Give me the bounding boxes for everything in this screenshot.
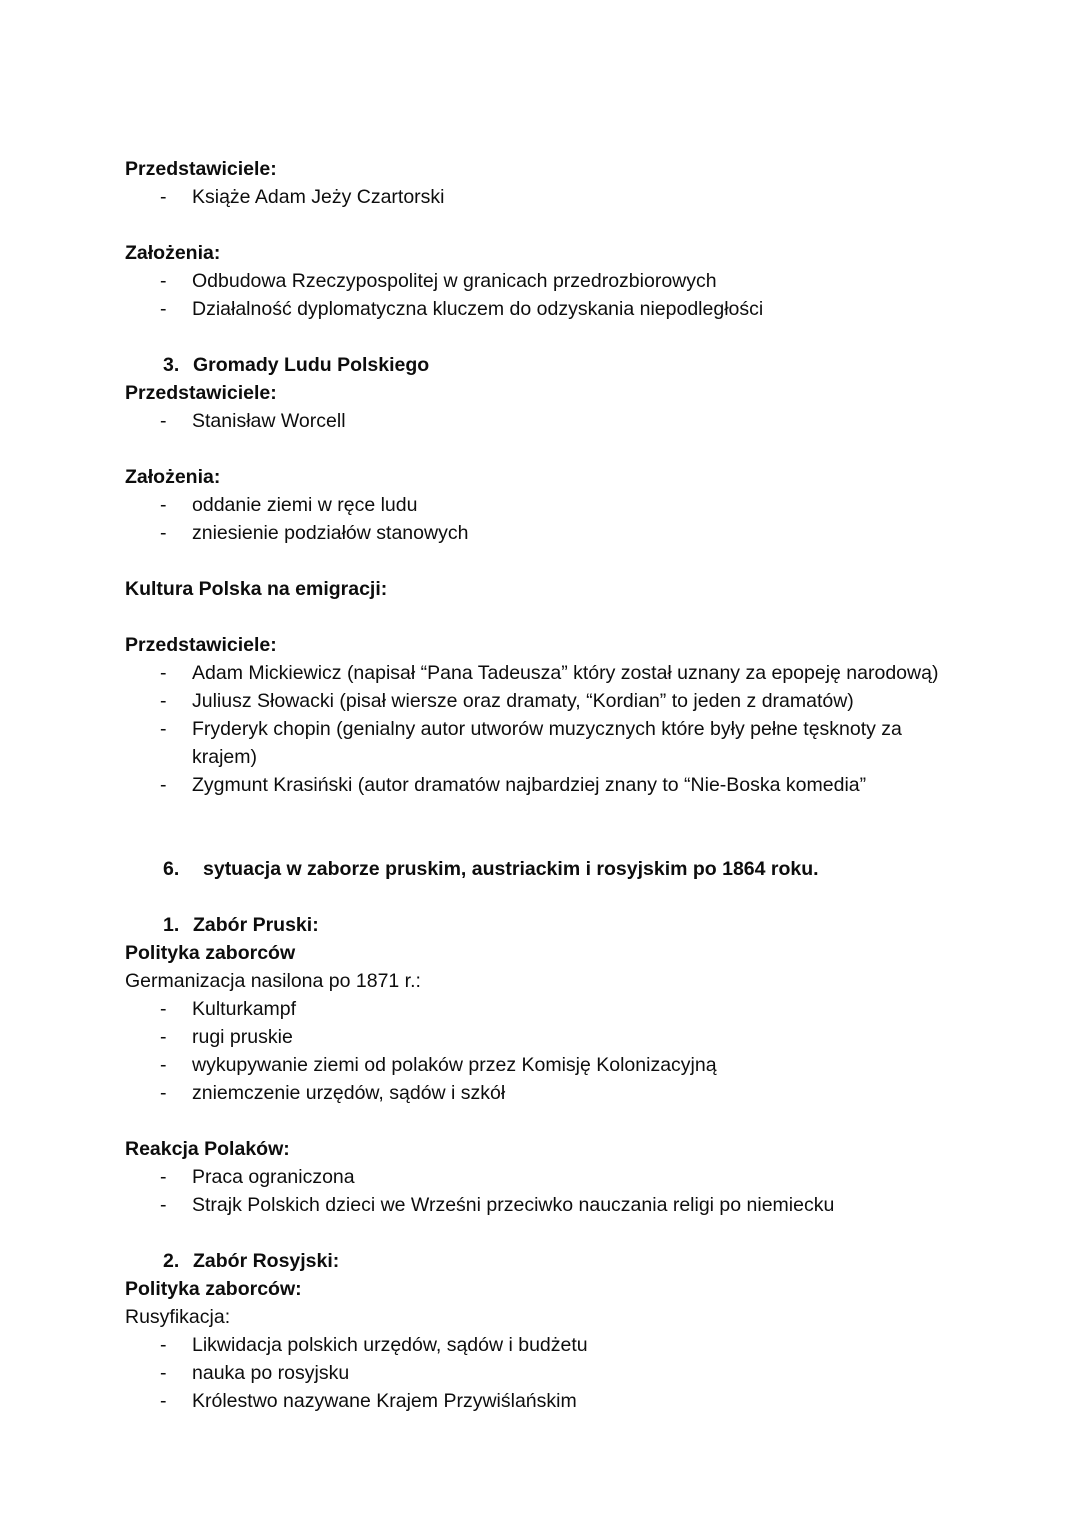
bullet-kulturkampf [125, 995, 957, 1023]
dash-bullet-icon: - [160, 718, 167, 740]
dash-bullet-icon: - [160, 1194, 167, 1216]
line-spacer [125, 1107, 957, 1135]
numitem-sytuacja-w-zaborze [125, 855, 957, 883]
bullet-czartorski [125, 183, 957, 211]
line-spacer [125, 603, 957, 631]
bullet-oddanie-ziemi [125, 491, 957, 519]
dash-bullet-icon: - [160, 998, 167, 1020]
heading-przedstawiciele-1: Przedstawiciele: [125, 158, 277, 180]
dash-bullet-icon: - [160, 1054, 167, 1076]
heading-zalozenia-1: Założenia: [125, 242, 221, 264]
text-rusyfikacja: Rusyfikacja: [125, 1306, 231, 1328]
bullet-slowacki [125, 687, 957, 715]
heading-polityka-zaborcow-2: Polityka zaborców: [125, 1278, 302, 1300]
bullet-strajk-wrzesnia [125, 1191, 957, 1219]
heading-polityka-zaborcow-1: Polityka zaborców [125, 942, 296, 964]
bullet-worcell [125, 407, 957, 435]
list-item-text: Odbudowa Rzeczypospolitej w granicach przedrozbiorowych [192, 270, 717, 292]
document-body [125, 155, 957, 1415]
list-item-text: Książe Adam Jeży Czartorski [192, 186, 445, 208]
bullet-praca-ograniczona [125, 1163, 957, 1191]
dash-bullet-icon: - [160, 410, 167, 432]
list-item-text: Kulturkampf [192, 998, 297, 1020]
bullet-dzialalnosc [125, 295, 957, 323]
dash-bullet-icon: - [160, 1362, 167, 1384]
bullet-chopin [125, 715, 957, 771]
bullet-rugi-pruskie [125, 1023, 957, 1051]
dash-bullet-icon: - [160, 270, 167, 292]
bullet-nauka-po-rosyjsku [125, 1359, 957, 1387]
text-germanizacja: Germanizacja nasilona po 1871 r.: [125, 970, 421, 992]
list-item-text: nauka po rosyjsku [192, 1362, 350, 1384]
line-spacer [125, 211, 957, 239]
dash-bullet-icon: - [160, 774, 167, 796]
list-number: 1. [163, 914, 180, 936]
list-item-text: Likwidacja polskich urzędów, sądów i budżetu [192, 1334, 588, 1356]
numitem-gromady-ludu-polskiego [125, 351, 957, 379]
dash-bullet-icon: - [160, 1390, 167, 1412]
list-item-text: Działalność dyplomatyczna kluczem do odzyskania niepodległości [192, 298, 764, 320]
heading-przedstawiciele-3: Przedstawiciele: [125, 634, 277, 656]
list-item-text: Strajk Polskich dzieci we Wrześni przeciwko nauczania religi po niemiecku [192, 1194, 835, 1216]
list-item-text: rugi pruskie [192, 1026, 293, 1048]
numbered-item-text: Gromady Ludu Polskiego [193, 354, 430, 376]
list-item-text: Królestwo nazywane Krajem Przywiślańskim [192, 1390, 577, 1412]
dash-bullet-icon: - [160, 662, 167, 684]
list-item-text: wykupywanie ziemi od polaków przez Komisję Kolonizacyjną [192, 1054, 717, 1076]
dash-bullet-icon: - [160, 298, 167, 320]
numbered-item-text: Zabór Pruski: [193, 914, 319, 936]
dash-bullet-icon: - [160, 1026, 167, 1048]
list-item-text: Adam Mickiewicz (napisał “Pana Tadeusza” który został uznany za epopeję narodową) [192, 662, 939, 684]
line-spacer [125, 323, 957, 351]
bullet-zniemczenie [125, 1079, 957, 1107]
numitem-zabor-rosyjski [125, 1247, 957, 1275]
bullet-krasinski [125, 771, 957, 799]
line-spacer [125, 799, 957, 855]
dash-bullet-icon: - [160, 1334, 167, 1356]
dash-bullet-icon: - [160, 522, 167, 544]
bullet-wykupywanie-ziemi [125, 1051, 957, 1079]
dash-bullet-icon: - [160, 1166, 167, 1188]
list-item-text: Stanisław Worcell [192, 410, 346, 432]
heading-kultura-polska: Kultura Polska na emigracji: [125, 578, 388, 600]
heading-przedstawiciele-2: Przedstawiciele: [125, 382, 277, 404]
list-item-text: zniesienie podziałów stanowych [192, 522, 469, 544]
heading-reakcja-polakow: Reakcja Polaków: [125, 1138, 290, 1160]
heading-zalozenia-2: Założenia: [125, 466, 221, 488]
list-item-text: oddanie ziemi w ręce ludu [192, 494, 418, 516]
list-number: 2. [163, 1250, 180, 1272]
list-number: 6. [163, 858, 180, 880]
bullet-mickiewicz [125, 659, 957, 687]
numbered-item-text: Zabór Rosyjski: [193, 1250, 340, 1272]
numbered-item-text: sytuacja w zaborze pruskim, austriackim i rosyjskim po 1864 roku. [203, 858, 819, 880]
list-item-text: Zygmunt Krasiński (autor dramatów najbardziej znany to “Nie-Boska komedia” [192, 774, 867, 796]
bullet-odbudowa [125, 267, 957, 295]
list-item-text: Praca ograniczona [192, 1166, 355, 1188]
list-number: 3. [163, 354, 180, 376]
bullet-krolestwo-przywislanskie [125, 1387, 957, 1415]
list-item-text: zniemczenie urzędów, sądów i szkół [192, 1082, 506, 1104]
bullet-zniesienie-podzialow [125, 519, 957, 547]
line-spacer [125, 1219, 957, 1247]
bullet-likwidacja-urzedow [125, 1331, 957, 1359]
dash-bullet-icon: - [160, 186, 167, 208]
dash-bullet-icon: - [160, 690, 167, 712]
dash-bullet-icon: - [160, 1082, 167, 1104]
list-item-text: Fryderyk chopin (genialny autor utworów muzycznych które były pełne tęsknoty za krajem) [192, 718, 902, 768]
list-item-text: Juliusz Słowacki (pisał wiersze oraz dramaty, “Kordian” to jeden z dramatów) [192, 690, 854, 712]
line-spacer [125, 435, 957, 463]
dash-bullet-icon: - [160, 494, 167, 516]
line-spacer [125, 547, 957, 575]
line-spacer [125, 883, 957, 911]
numitem-zabor-pruski [125, 911, 957, 939]
